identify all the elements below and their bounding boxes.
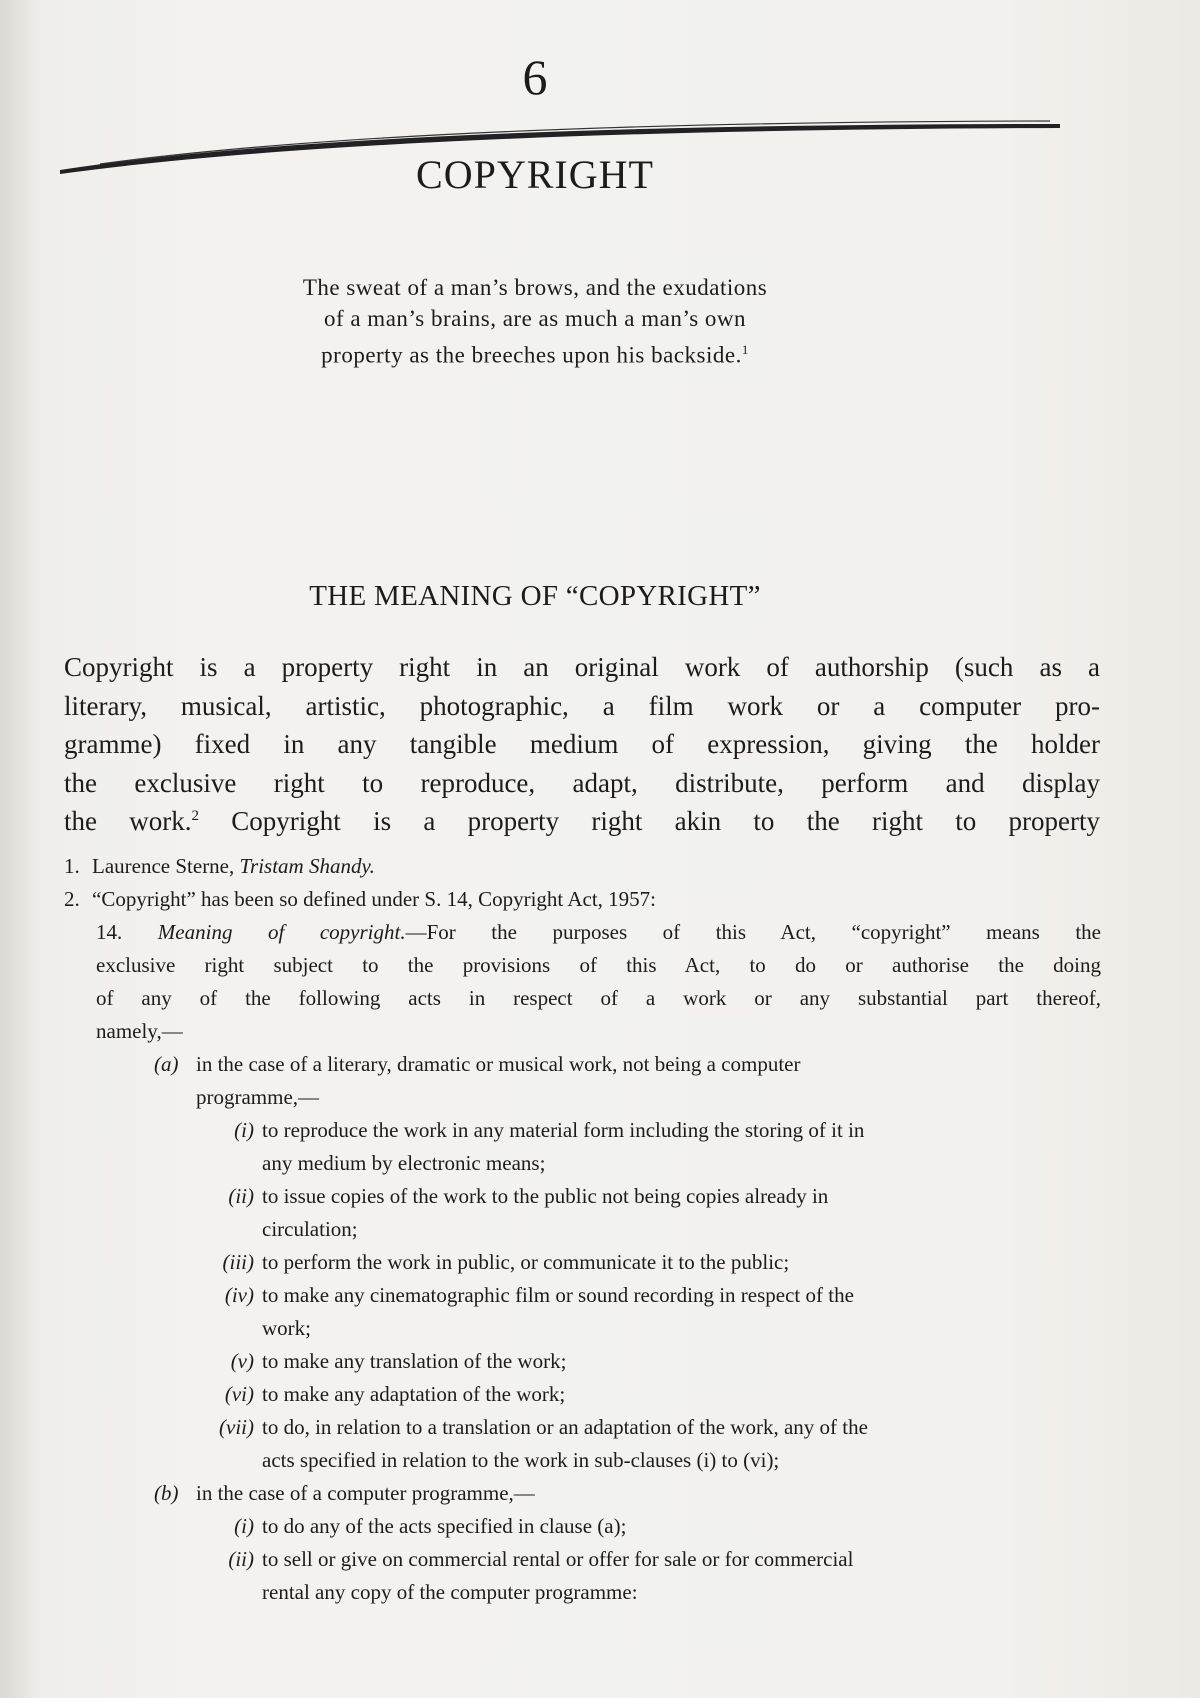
footnote-work-title: Tristam Shandy.: [239, 854, 375, 878]
statute-line: namely,—: [96, 1019, 183, 1043]
section-heading: THE MEANING OF “COPYRIGHT”: [309, 580, 761, 612]
footnote-2: 2. “Copyright” has been so defined under S. 14, Copyright Act, 1957:: [64, 887, 656, 911]
subclause-a-iv: (iv) to make any cinematographic film or sound recording in respect of the work;: [224, 1283, 854, 1340]
chapter-number: 6: [522, 49, 548, 105]
subclause-a-i: (i) to reproduce the work in any material form including the storing of it in any medium by electronic means;: [234, 1118, 865, 1175]
statute-line: of any of the following acts in respect of a work or any substantial part thereof,: [96, 986, 1101, 1010]
chapter-title: COPYRIGHT: [416, 152, 654, 197]
footnote-ref: 1: [741, 342, 749, 357]
subclause-b-ii: (ii) to sell or give on commercial rental or offer for sale or for commercial rental any copy of the computer programme:: [228, 1547, 854, 1604]
subclause-a-vii: (vii) to do, in relation to a translation or an adaptation of the work, any of the acts specified in relation to the work in sub-clauses (i) to (vi);: [219, 1415, 868, 1472]
subclause-a-ii: (ii) to issue copies of the work to the public not being copies already in circulation;: [228, 1184, 829, 1241]
subclause-b-i: (i) to do any of the acts specified in clause (a);: [234, 1514, 627, 1538]
clause-b: (b) in the case of a computer programme,—: [154, 1481, 535, 1505]
epigraph-line: of a man’s brains, are as much a man’s own: [323, 306, 747, 331]
statute-quote: [64, 916, 1114, 1609]
body-line: gramme) fixed in any tangible medium of expression, giving the holder: [64, 729, 1100, 759]
body-line: Copyright is a property right in an original work of authorship (such as a: [64, 652, 1100, 682]
clause-a: (a) in the case of a literary, dramatic or musical work, not being a computer programme,—: [154, 1052, 801, 1109]
footnotes: [64, 850, 1114, 1609]
statute-line: 14. Meaning of copyright.—For the purposes of this Act, “copyright” means the: [96, 920, 1102, 944]
subclause-a-v: (v) to make any translation of the work;: [230, 1349, 567, 1373]
body-line: literary, musical, artistic, photographic, a film work or a computer pro-: [64, 690, 1100, 721]
epigraph: [215, 272, 855, 371]
statute-line: exclusive right subject to the provisions of this Act, to do or authorise the doing: [96, 953, 1101, 977]
footnote-1: 1. Laurence Sterne, Tristam Shandy.: [64, 854, 375, 878]
body-line: the work.$^2$ Copyright is a property right akin to the right to property: [64, 806, 1100, 836]
footnote-ref: 2: [191, 808, 200, 824]
subclause-a-vi: (vi) to make any adaptation of the work;: [224, 1382, 566, 1406]
body-paragraph: [64, 648, 1100, 841]
body-line: the exclusive right to reproduce, adapt, distribute, perform and display: [64, 767, 1100, 798]
subclause-a-iii: (iii) to perform the work in public, or communicate it to the public;: [222, 1250, 790, 1274]
epigraph-line: property as the breeches upon his backside.$^1$: [321, 342, 749, 368]
epigraph-line: The sweat of a man’s brows, and the exudations: [302, 275, 768, 300]
